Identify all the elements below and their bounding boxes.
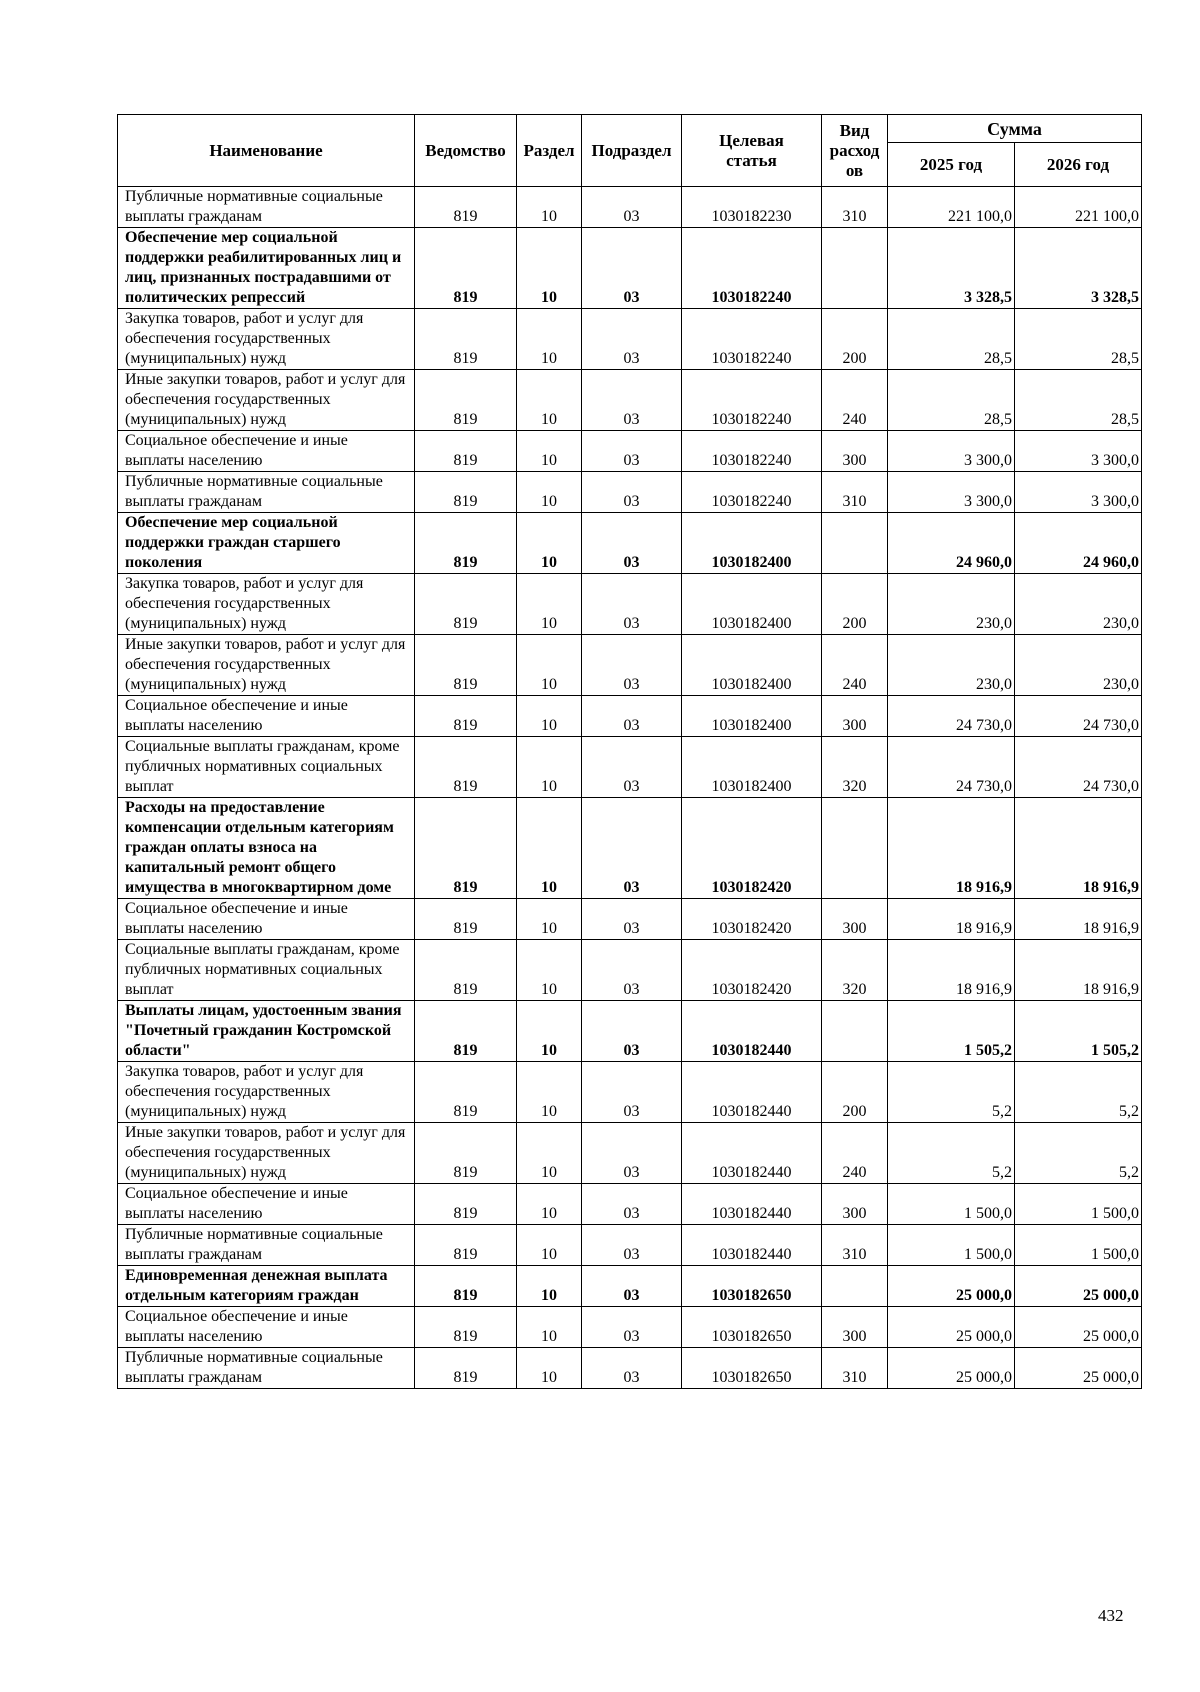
cell-amount-2025: 1 500,0 (888, 1184, 1015, 1225)
cell-razdel: 10 (517, 431, 582, 472)
cell-amount-2026: 25 000,0 (1015, 1348, 1142, 1389)
header-year-2026: 2026 год (1015, 143, 1142, 187)
cell-amount-2025: 18 916,9 (888, 798, 1015, 899)
header-vedomstvo: Ведомство (415, 115, 517, 187)
cell-amount-2025: 5,2 (888, 1123, 1015, 1184)
cell-amount-2026: 1 500,0 (1015, 1184, 1142, 1225)
cell-amount-2026: 230,0 (1015, 574, 1142, 635)
cell-razdel: 10 (517, 472, 582, 513)
cell-podrazdel: 03 (582, 1062, 682, 1123)
cell-expense-type: 240 (822, 1123, 888, 1184)
cell-razdel: 10 (517, 574, 582, 635)
cell-expense-type: 310 (822, 1348, 888, 1389)
cell-name: Иные закупки товаров, работ и услуг для обеспечения государственных (муниципальных) нужд (118, 635, 415, 696)
cell-amount-2026: 18 916,9 (1015, 798, 1142, 899)
cell-podrazdel: 03 (582, 513, 682, 574)
cell-name: Иные закупки товаров, работ и услуг для обеспечения государственных (муниципальных) нужд (118, 1123, 415, 1184)
cell-name: Социальное обеспечение и иные выплаты населению (118, 1307, 415, 1348)
cell-target-article: 1030182400 (682, 513, 822, 574)
table-row (118, 187, 1142, 228)
cell-expense-type: 310 (822, 472, 888, 513)
cell-vedomstvo: 819 (415, 899, 517, 940)
cell-target-article: 1030182400 (682, 696, 822, 737)
cell-expense-type (822, 228, 888, 309)
cell-amount-2025: 1 505,2 (888, 1001, 1015, 1062)
cell-expense-type (822, 513, 888, 574)
cell-podrazdel: 03 (582, 309, 682, 370)
cell-amount-2026: 230,0 (1015, 635, 1142, 696)
cell-amount-2025: 28,5 (888, 309, 1015, 370)
cell-expense-type: 300 (822, 431, 888, 472)
cell-vedomstvo: 819 (415, 228, 517, 309)
cell-amount-2026: 3 300,0 (1015, 472, 1142, 513)
cell-expense-type: 240 (822, 635, 888, 696)
cell-expense-type (822, 1001, 888, 1062)
cell-expense-type (822, 798, 888, 899)
cell-podrazdel: 03 (582, 940, 682, 1001)
table-row-section (118, 513, 1142, 574)
cell-amount-2025: 24 730,0 (888, 737, 1015, 798)
cell-podrazdel: 03 (582, 1348, 682, 1389)
cell-name: Иные закупки товаров, работ и услуг для обеспечения государственных (муниципальных) нужд (118, 370, 415, 431)
table-row (118, 1184, 1142, 1225)
cell-name: Публичные нормативные социальные выплаты гражданам (118, 472, 415, 513)
cell-name: Публичные нормативные социальные выплаты гражданам (118, 1348, 415, 1389)
cell-podrazdel: 03 (582, 1123, 682, 1184)
cell-name: Обеспечение мер социальной поддержки граждан старшего поколения (118, 513, 415, 574)
cell-name: Закупка товаров, работ и услуг для обеспечения государственных (муниципальных) нужд (118, 309, 415, 370)
cell-vedomstvo: 819 (415, 1001, 517, 1062)
cell-amount-2026: 221 100,0 (1015, 187, 1142, 228)
cell-target-article: 1030182400 (682, 635, 822, 696)
cell-podrazdel: 03 (582, 1307, 682, 1348)
table-row-section (118, 228, 1142, 309)
cell-amount-2026: 5,2 (1015, 1062, 1142, 1123)
cell-amount-2026: 18 916,9 (1015, 940, 1142, 1001)
cell-amount-2025: 3 328,5 (888, 228, 1015, 309)
table-row-section (118, 798, 1142, 899)
cell-vedomstvo: 819 (415, 1266, 517, 1307)
cell-podrazdel: 03 (582, 635, 682, 696)
cell-target-article: 1030182240 (682, 228, 822, 309)
cell-podrazdel: 03 (582, 370, 682, 431)
cell-target-article: 1030182240 (682, 309, 822, 370)
cell-razdel: 10 (517, 1001, 582, 1062)
cell-amount-2026: 25 000,0 (1015, 1307, 1142, 1348)
cell-podrazdel: 03 (582, 228, 682, 309)
cell-razdel: 10 (517, 1348, 582, 1389)
table-body (118, 187, 1142, 1389)
cell-amount-2025: 5,2 (888, 1062, 1015, 1123)
cell-name: Социальное обеспечение и иные выплаты населению (118, 431, 415, 472)
cell-amount-2026: 1 505,2 (1015, 1001, 1142, 1062)
cell-podrazdel: 03 (582, 737, 682, 798)
table-row (118, 737, 1142, 798)
header-podrazdel: Подраздел (582, 115, 682, 187)
cell-vedomstvo: 819 (415, 1307, 517, 1348)
cell-amount-2026: 18 916,9 (1015, 899, 1142, 940)
cell-razdel: 10 (517, 1184, 582, 1225)
cell-podrazdel: 03 (582, 1001, 682, 1062)
cell-expense-type: 310 (822, 187, 888, 228)
cell-podrazdel: 03 (582, 1184, 682, 1225)
cell-target-article: 1030182440 (682, 1184, 822, 1225)
budget-table (117, 114, 1142, 1389)
table-header (118, 115, 1142, 187)
table-row (118, 899, 1142, 940)
cell-amount-2025: 221 100,0 (888, 187, 1015, 228)
cell-amount-2026: 24 730,0 (1015, 737, 1142, 798)
cell-target-article: 1030182230 (682, 187, 822, 228)
cell-vedomstvo: 819 (415, 798, 517, 899)
cell-vedomstvo: 819 (415, 431, 517, 472)
header-expense-type: Вид расход ов (822, 115, 888, 187)
cell-vedomstvo: 819 (415, 370, 517, 431)
cell-podrazdel: 03 (582, 472, 682, 513)
cell-target-article: 1030182240 (682, 370, 822, 431)
cell-amount-2025: 24 960,0 (888, 513, 1015, 574)
cell-name: Социальное обеспечение и иные выплаты населению (118, 1184, 415, 1225)
cell-amount-2026: 3 328,5 (1015, 228, 1142, 309)
cell-amount-2025: 3 300,0 (888, 431, 1015, 472)
cell-razdel: 10 (517, 513, 582, 574)
cell-name: Закупка товаров, работ и услуг для обеспечения государственных (муниципальных) нужд (118, 1062, 415, 1123)
cell-razdel: 10 (517, 737, 582, 798)
cell-target-article: 1030182650 (682, 1266, 822, 1307)
cell-podrazdel: 03 (582, 798, 682, 899)
cell-name: Публичные нормативные социальные выплаты гражданам (118, 1225, 415, 1266)
table-row (118, 370, 1142, 431)
cell-expense-type: 300 (822, 696, 888, 737)
cell-razdel: 10 (517, 187, 582, 228)
cell-vedomstvo: 819 (415, 187, 517, 228)
cell-name: Социальные выплаты гражданам, кроме публичных нормативных социальных выплат (118, 737, 415, 798)
cell-name: Социальное обеспечение и иные выплаты населению (118, 899, 415, 940)
cell-amount-2025: 230,0 (888, 635, 1015, 696)
cell-amount-2025: 25 000,0 (888, 1307, 1015, 1348)
cell-target-article: 1030182440 (682, 1001, 822, 1062)
cell-razdel: 10 (517, 940, 582, 1001)
cell-expense-type: 240 (822, 370, 888, 431)
cell-vedomstvo: 819 (415, 1184, 517, 1225)
cell-razdel: 10 (517, 1225, 582, 1266)
table-row-section (118, 1266, 1142, 1307)
cell-target-article: 1030182420 (682, 798, 822, 899)
header-sum: Сумма (888, 115, 1142, 143)
cell-vedomstvo: 819 (415, 1348, 517, 1389)
cell-expense-type: 200 (822, 574, 888, 635)
cell-target-article: 1030182240 (682, 431, 822, 472)
cell-name: Единовременная денежная выплата отдельным категориям граждан (118, 1266, 415, 1307)
cell-podrazdel: 03 (582, 1225, 682, 1266)
cell-amount-2026: 3 300,0 (1015, 431, 1142, 472)
cell-vedomstvo: 819 (415, 1225, 517, 1266)
cell-podrazdel: 03 (582, 899, 682, 940)
cell-expense-type: 310 (822, 1225, 888, 1266)
header-year-2025: 2025 год (888, 143, 1015, 187)
cell-razdel: 10 (517, 1266, 582, 1307)
cell-name: Социальные выплаты гражданам, кроме публичных нормативных социальных выплат (118, 940, 415, 1001)
cell-vedomstvo: 819 (415, 574, 517, 635)
cell-name: Социальное обеспечение и иные выплаты населению (118, 696, 415, 737)
cell-target-article: 1030182440 (682, 1062, 822, 1123)
cell-expense-type (822, 1266, 888, 1307)
cell-expense-type: 200 (822, 1062, 888, 1123)
cell-razdel: 10 (517, 228, 582, 309)
table-row (118, 940, 1142, 1001)
cell-target-article: 1030182240 (682, 472, 822, 513)
cell-expense-type: 300 (822, 1184, 888, 1225)
table-row (118, 1307, 1142, 1348)
cell-vedomstvo: 819 (415, 1062, 517, 1123)
cell-podrazdel: 03 (582, 187, 682, 228)
cell-expense-type: 320 (822, 940, 888, 1001)
cell-podrazdel: 03 (582, 431, 682, 472)
cell-target-article: 1030182650 (682, 1307, 822, 1348)
table-row-section (118, 1001, 1142, 1062)
cell-amount-2025: 25 000,0 (888, 1348, 1015, 1389)
table-row (118, 1348, 1142, 1389)
cell-razdel: 10 (517, 798, 582, 899)
table-row (118, 1123, 1142, 1184)
header-target-article: Целевая статья (682, 115, 822, 187)
cell-amount-2026: 24 730,0 (1015, 696, 1142, 737)
cell-vedomstvo: 819 (415, 309, 517, 370)
cell-vedomstvo: 819 (415, 635, 517, 696)
cell-target-article: 1030182420 (682, 940, 822, 1001)
cell-name: Обеспечение мер социальной поддержки реабилитированных лиц и лиц, признанных пострадавшими от политических репрессий (118, 228, 415, 309)
cell-amount-2025: 18 916,9 (888, 899, 1015, 940)
cell-amount-2025: 25 000,0 (888, 1266, 1015, 1307)
table-row (118, 1225, 1142, 1266)
table-row (118, 472, 1142, 513)
cell-amount-2025: 18 916,9 (888, 940, 1015, 1001)
cell-razdel: 10 (517, 309, 582, 370)
cell-target-article: 1030182440 (682, 1225, 822, 1266)
header-razdel: Раздел (517, 115, 582, 187)
cell-target-article: 1030182400 (682, 574, 822, 635)
cell-name: Публичные нормативные социальные выплаты гражданам (118, 187, 415, 228)
cell-vedomstvo: 819 (415, 940, 517, 1001)
header-name: Наименование (118, 115, 415, 187)
cell-amount-2025: 1 500,0 (888, 1225, 1015, 1266)
cell-vedomstvo: 819 (415, 696, 517, 737)
cell-podrazdel: 03 (582, 574, 682, 635)
cell-expense-type: 300 (822, 1307, 888, 1348)
cell-name: Выплаты лицам, удостоенным звания "Почетный гражданин Костромской области" (118, 1001, 415, 1062)
cell-podrazdel: 03 (582, 696, 682, 737)
cell-target-article: 1030182440 (682, 1123, 822, 1184)
cell-target-article: 1030182420 (682, 899, 822, 940)
page-number: 432 (1098, 1606, 1124, 1625)
cell-vedomstvo: 819 (415, 1123, 517, 1184)
cell-amount-2026: 5,2 (1015, 1123, 1142, 1184)
table-row (118, 1062, 1142, 1123)
cell-expense-type: 300 (822, 899, 888, 940)
cell-razdel: 10 (517, 370, 582, 431)
cell-amount-2026: 25 000,0 (1015, 1266, 1142, 1307)
table-row (118, 574, 1142, 635)
cell-razdel: 10 (517, 635, 582, 696)
cell-vedomstvo: 819 (415, 513, 517, 574)
cell-razdel: 10 (517, 899, 582, 940)
cell-name: Расходы на предоставление компенсации отдельным категориям граждан оплаты взноса на капитальный ремонт общего имущества в многоквартирном доме (118, 798, 415, 899)
cell-name: Закупка товаров, работ и услуг для обеспечения государственных (муниципальных) нужд (118, 574, 415, 635)
cell-amount-2025: 24 730,0 (888, 696, 1015, 737)
cell-expense-type: 320 (822, 737, 888, 798)
cell-vedomstvo: 819 (415, 737, 517, 798)
cell-amount-2025: 3 300,0 (888, 472, 1015, 513)
cell-amount-2026: 1 500,0 (1015, 1225, 1142, 1266)
table-row (118, 431, 1142, 472)
cell-target-article: 1030182650 (682, 1348, 822, 1389)
cell-amount-2026: 24 960,0 (1015, 513, 1142, 574)
cell-amount-2026: 28,5 (1015, 309, 1142, 370)
cell-amount-2025: 28,5 (888, 370, 1015, 431)
cell-razdel: 10 (517, 1123, 582, 1184)
cell-target-article: 1030182400 (682, 737, 822, 798)
cell-amount-2025: 230,0 (888, 574, 1015, 635)
table-row (118, 309, 1142, 370)
table-row (118, 635, 1142, 696)
cell-vedomstvo: 819 (415, 472, 517, 513)
cell-razdel: 10 (517, 1307, 582, 1348)
table-row (118, 696, 1142, 737)
cell-razdel: 10 (517, 1062, 582, 1123)
cell-razdel: 10 (517, 696, 582, 737)
cell-amount-2026: 28,5 (1015, 370, 1142, 431)
cell-podrazdel: 03 (582, 1266, 682, 1307)
cell-expense-type: 200 (822, 309, 888, 370)
